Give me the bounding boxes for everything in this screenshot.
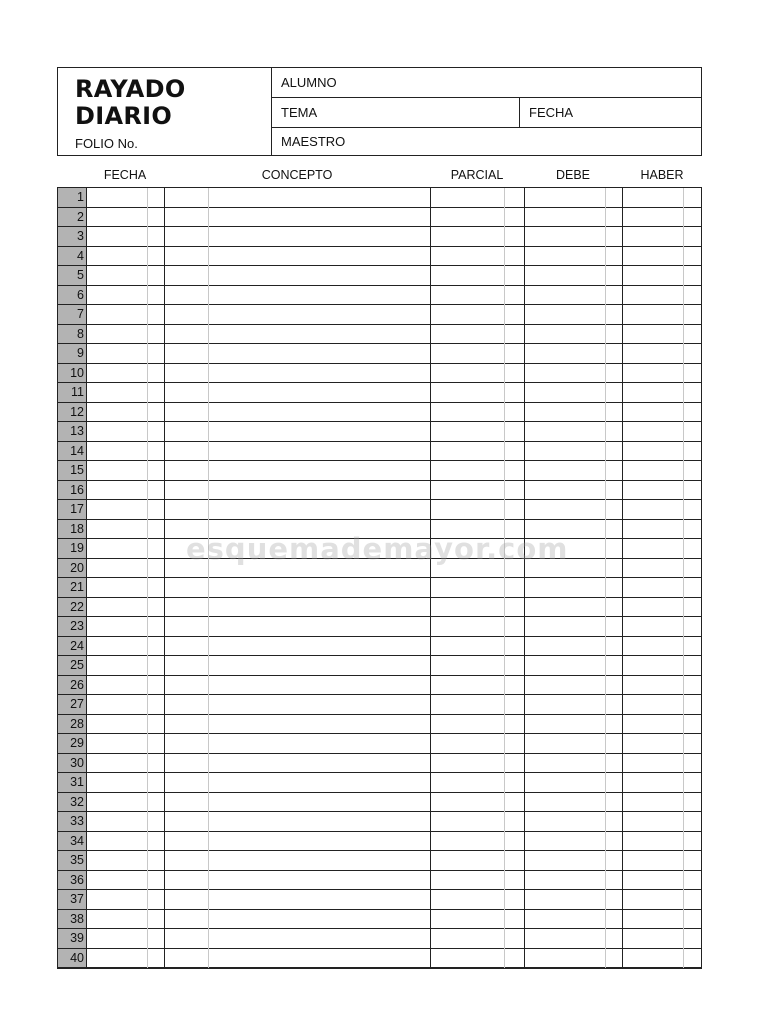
watermark: esquemademayor.com xyxy=(186,532,569,566)
row-number: 19 xyxy=(70,541,84,555)
row-number: 39 xyxy=(70,931,84,945)
column-header-haber: HABER xyxy=(640,168,684,182)
haber-subdivider xyxy=(683,188,684,968)
row-number: 29 xyxy=(70,736,84,750)
title-cell xyxy=(58,68,272,155)
row-number: 8 xyxy=(77,326,84,341)
alumno-field[interactable] xyxy=(272,68,701,98)
column-header-concepto: CONCEPTO xyxy=(261,168,333,182)
fecha-label: FECHA xyxy=(529,105,574,120)
row-number: 13 xyxy=(70,424,84,438)
fecha-subdivider xyxy=(147,188,148,968)
row-number: 4 xyxy=(77,248,84,263)
row-number: 25 xyxy=(70,658,84,672)
row-number: 16 xyxy=(70,482,84,497)
row-number: 36 xyxy=(70,872,84,887)
row-number: 12 xyxy=(70,404,84,419)
concepto-subdivider xyxy=(208,188,209,968)
row-number: 32 xyxy=(70,794,84,809)
row-number: 15 xyxy=(70,463,84,477)
row-number: 33 xyxy=(70,814,84,828)
row-number: 26 xyxy=(70,677,84,692)
row-number: 14 xyxy=(70,443,84,458)
row-number: 23 xyxy=(70,619,84,633)
page-title xyxy=(75,76,186,130)
row-number: 38 xyxy=(70,911,84,926)
row-number: 10 xyxy=(70,365,84,380)
row-number: 28 xyxy=(70,716,84,731)
row-number: 11 xyxy=(71,385,84,399)
row-number-divider xyxy=(86,188,87,968)
row-number: 37 xyxy=(70,892,84,906)
title-line-1: RAYADO xyxy=(75,75,186,103)
row-number: 21 xyxy=(70,580,84,594)
folio-label: FOLIO No. xyxy=(75,136,138,151)
concepto-divider xyxy=(430,188,431,968)
fecha-field[interactable] xyxy=(520,98,701,128)
row-number: 31 xyxy=(70,775,84,789)
row-number: 2 xyxy=(77,209,84,224)
maestro-field[interactable] xyxy=(272,128,701,155)
row-number: 40 xyxy=(70,950,84,965)
row-number: 7 xyxy=(77,307,84,321)
debe-subdivider xyxy=(605,188,606,968)
tema-field[interactable] xyxy=(272,98,520,128)
tema-label: TEMA xyxy=(281,105,318,120)
row-number: 9 xyxy=(77,346,84,360)
ledger-table xyxy=(57,187,702,969)
column-header-debe: DEBE xyxy=(555,168,591,182)
row-number: 34 xyxy=(70,833,84,848)
header-box xyxy=(57,67,702,156)
fecha-divider xyxy=(164,188,165,968)
row-number: 30 xyxy=(70,755,84,770)
row-number: 27 xyxy=(70,697,84,711)
row-number: 24 xyxy=(70,638,84,653)
row-number: 5 xyxy=(77,268,84,282)
row-number: 6 xyxy=(77,287,84,302)
row-number: 18 xyxy=(70,521,84,536)
row-number: 22 xyxy=(70,599,84,614)
parcial-divider xyxy=(524,188,525,968)
row-number: 1 xyxy=(77,190,84,204)
maestro-label: MAESTRO xyxy=(281,134,346,149)
parcial-subdivider xyxy=(504,188,505,968)
debe-divider xyxy=(622,188,623,968)
alumno-label: ALUMNO xyxy=(281,75,337,90)
column-header-fecha: FECHA xyxy=(103,168,147,182)
row-number: 35 xyxy=(70,853,84,867)
column-header-parcial: PARCIAL xyxy=(450,168,504,182)
title-line-2: DIARIO xyxy=(75,102,173,130)
row-number: 17 xyxy=(70,502,84,516)
row-number: 3 xyxy=(77,229,84,243)
row-number: 20 xyxy=(70,560,84,575)
